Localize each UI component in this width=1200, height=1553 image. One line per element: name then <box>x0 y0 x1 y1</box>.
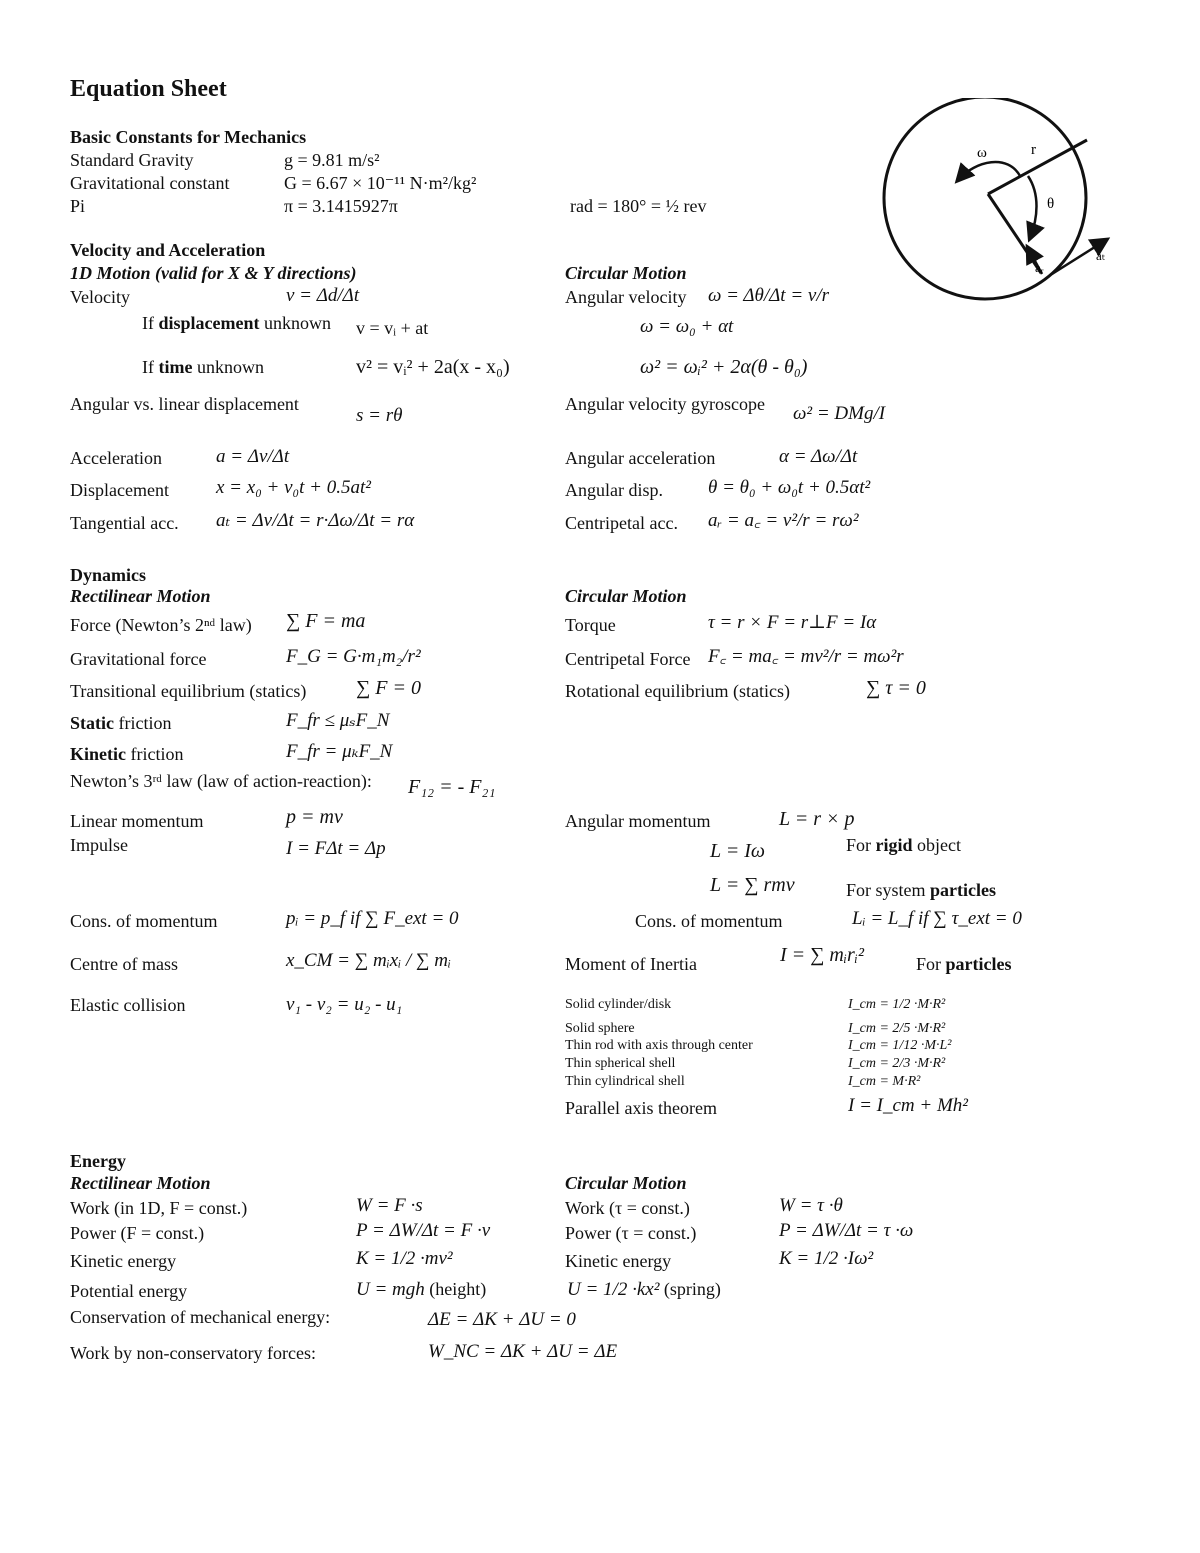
omega-arrow <box>958 162 1020 180</box>
rigid-note: For rigid object <box>846 835 962 855</box>
moment-value: I_cm = 1/2 ·M·R² <box>848 997 946 1012</box>
r-label: r <box>1031 142 1036 158</box>
static-friction-label: Static friction <box>70 713 172 733</box>
transitional-equilibrium-label: Transitional equilibrium (statics) <box>70 681 307 701</box>
linear-momentum-label: Linear momentum <box>70 811 204 831</box>
system-note: For system particles <box>846 880 996 900</box>
inertia-eq: I = ∑ mᵢrᵢ² <box>780 944 864 966</box>
velocity-eq: v = Δd/Δt <box>286 285 360 306</box>
angular-linear-eq: s = rθ <box>356 405 403 426</box>
centripetal-force-label: Centripetal Force <box>565 649 691 669</box>
kinetic-energy-label: Kinetic energy <box>70 1251 177 1271</box>
radius-line <box>988 140 1087 194</box>
centre-of-mass-eq: x_CM = ∑ mᵢxᵢ / ∑ mᵢ <box>286 950 452 971</box>
displacement-label: Displacement <box>70 480 169 500</box>
kinetic-friction-eq: F_fr = μₖF_N <box>286 741 393 762</box>
angular-linear-label: Angular vs. linear displacement <box>70 394 299 414</box>
if-time-eq: v² = vᵢ² + 2a(x - x₀) <box>356 356 510 378</box>
rotational-equilibrium-label: Rotational equilibrium (statics) <box>565 681 790 701</box>
theta-label: θ <box>1047 196 1055 212</box>
tangential-eq: aₜ = Δv/Δt = r·Δω/Δt = rα <box>216 510 415 531</box>
dynamics-heading: Dynamics <box>70 565 146 585</box>
system-momentum-eq: L = ∑ rmv <box>710 874 795 896</box>
elastic-collision-label: Elastic collision <box>70 995 186 1015</box>
potential-energy-label: Potential energy <box>70 1281 188 1301</box>
nonconservative-work-label: Work by non-conservatory forces: <box>70 1343 316 1363</box>
angular-momentum-label: Angular momentum <box>565 811 711 831</box>
pi-label: Pi <box>70 196 86 216</box>
velocity-label: Velocity <box>70 287 130 307</box>
angular-disp-label: Angular disp. <box>565 480 663 500</box>
work-rotational-label: Work (τ = const.) <box>565 1198 690 1218</box>
gyroscope-eq: ω² = DMg/I <box>793 403 886 424</box>
angular-disp-eq: θ = θ₀ + ω₀t + 0.5αt² <box>708 477 871 498</box>
grav-const-value: G = 6.67 × 10⁻¹¹ N·m²/kg² <box>284 173 477 193</box>
tangential-acc-label: aₜ <box>1096 248 1106 263</box>
torque-eq: τ = r × F = r⊥F = Iα <box>708 612 877 633</box>
energy-linear-heading: Rectilinear Motion <box>70 1173 211 1193</box>
gravity-value: g = 9.81 m/s² <box>284 150 380 170</box>
pi-value: π = 3.1415927π <box>284 196 398 216</box>
angular-velocity-eq: ω = Δθ/Δt = v/r <box>708 285 830 306</box>
tangential-label: Tangential acc. <box>70 513 179 533</box>
cons-angular-momentum-eq: Lᵢ = L_f if ∑ τ_ext = 0 <box>852 908 1022 929</box>
work-eq: W = F ·s <box>356 1195 423 1216</box>
angular-velocity-label: Angular velocity <box>565 287 687 307</box>
parallel-axis-eq: I = I_cm + Mh² <box>848 1095 968 1116</box>
dynamics-linear-heading: Rectilinear Motion <box>70 586 211 606</box>
power-eq: P = ΔW/Δt = F ·v <box>356 1220 491 1241</box>
centripetal-acc-label: Centripetal acc. <box>565 513 678 533</box>
centre-of-mass-label: Centre of mass <box>70 954 178 974</box>
rad-value: rad = 180° = ½ rev <box>570 196 707 216</box>
cons-angular-momentum-label: Cons. of momentum <box>635 911 783 931</box>
angular-momentum-eq: L = r × p <box>779 808 855 830</box>
parallel-axis-label: Parallel axis theorem <box>565 1098 717 1118</box>
acceleration-eq: a = Δv/Δt <box>216 446 290 467</box>
newton-third-eq: F₁₂ = - F₂₁ <box>408 776 496 798</box>
kinetic-friction-label: Kinetic friction <box>70 744 184 764</box>
spring-energy-eq: U = 1/2 ·kx² (spring) <box>567 1279 721 1300</box>
moment-label: Thin rod with axis through center <box>565 1038 753 1053</box>
conservation-energy-eq: ΔE = ΔK + ΔU = 0 <box>428 1309 576 1330</box>
circular-motion-diagram <box>880 98 1130 308</box>
omega-squared-eq: ω² = ωᵢ² + 2α(θ - θ₀) <box>640 356 808 378</box>
moment-label: Thin cylindrical shell <box>565 1074 685 1089</box>
page-title: Equation Sheet <box>70 76 227 102</box>
power-label: Power (F = const.) <box>70 1223 205 1243</box>
power-rotational-eq: P = ΔW/Δt = τ ·ω <box>779 1220 914 1241</box>
kinetic-energy-rotational-label: Kinetic energy <box>565 1251 672 1271</box>
static-friction-eq: F_fr ≤ μₛF_N <box>286 710 390 731</box>
linear-momentum-eq: p = mv <box>286 806 343 828</box>
cons-momentum-label: Cons. of momentum <box>70 911 218 931</box>
constants-heading: Basic Constants for Mechanics <box>70 127 307 147</box>
reference-line <box>988 194 1041 273</box>
gravitational-force-eq: F_G = G·m₁m₂/r² <box>286 646 421 667</box>
gravitational-force-label: Gravitational force <box>70 649 207 669</box>
cons-momentum-eq: pᵢ = p_f if ∑ F_ext = 0 <box>286 908 459 929</box>
inertia-note: For particles <box>916 954 1012 974</box>
work-label: Work (in 1D, F = const.) <box>70 1198 248 1218</box>
conservation-energy-label: Conservation of mechanical energy: <box>70 1307 331 1327</box>
circular-motion-heading: Circular Motion <box>565 263 687 283</box>
dynamics-circular-heading: Circular Motion <box>565 586 687 606</box>
gyroscope-label: Angular velocity gyroscope <box>565 394 765 414</box>
moment-value: I_cm = 2/5 ·M·R² <box>848 1021 946 1036</box>
torque-label: Torque <box>565 615 616 635</box>
gravity-label: Standard Gravity <box>70 150 194 170</box>
linear-motion-heading: 1D Motion (valid for X & Y directions) <box>70 263 357 283</box>
displacement-eq: x = x₀ + v₀t + 0.5at² <box>216 477 371 498</box>
impulse-eq: I = FΔt = Δp <box>286 838 386 859</box>
force-eq: ∑ F = ma <box>286 610 366 632</box>
angular-acceleration-label: Angular acceleration <box>565 448 716 468</box>
work-rotational-eq: W = τ ·θ <box>779 1195 843 1216</box>
moment-value: I_cm = 2/3 ·M·R² <box>848 1056 946 1071</box>
force-label: Force (Newton’s 2ⁿᵈ law) <box>70 615 252 635</box>
moment-label: Thin spherical shell <box>565 1056 676 1071</box>
moment-value: I_cm = M·R² <box>848 1074 921 1089</box>
radial-acc-label: aᵣ <box>1035 260 1044 275</box>
rigid-momentum-eq: L = Iω <box>710 840 766 862</box>
impulse-label: Impulse <box>70 835 128 855</box>
acceleration-label: Acceleration <box>70 448 162 468</box>
grav-const-label: Gravitational constant <box>70 173 230 193</box>
nonconservative-work-eq: W_NC = ΔK + ΔU = ΔE <box>428 1341 618 1362</box>
inertia-label: Moment of Inertia <box>565 954 697 974</box>
newton-third-label: Newton’s 3ʳᵈ law (law of action-reaction): <box>70 771 372 791</box>
kinetic-energy-eq: K = 1/2 ·mv² <box>356 1248 453 1269</box>
kinematics-heading: Velocity and Acceleration <box>70 240 266 260</box>
power-rotational-label: Power (τ = const.) <box>565 1223 697 1243</box>
centripetal-acc-eq: aᵣ = a꜀ = v²/r = rω² <box>708 510 859 531</box>
elastic-collision-eq: v₁ - v₂ = u₂ - u₁ <box>286 994 403 1015</box>
motion-circle <box>884 98 1086 299</box>
moment-value: I_cm = 1/12 ·M·L² <box>848 1038 952 1053</box>
kinetic-energy-rotational-eq: K = 1/2 ·Iω² <box>779 1248 874 1269</box>
rotational-equilibrium-eq: ∑ τ = 0 <box>866 677 926 699</box>
omega-eq: ω = ω₀ + αt <box>640 316 734 337</box>
theta-arc <box>1028 176 1037 238</box>
if-displacement-note: If displacement unknown <box>142 313 331 333</box>
energy-circular-heading: Circular Motion <box>565 1173 687 1193</box>
transitional-equilibrium-eq: ∑ F = 0 <box>356 677 421 699</box>
centripetal-force-eq: F꜀ = ma꜀ = mv²/r = mω²r <box>708 646 904 667</box>
angular-acceleration-eq: α = Δω/Δt <box>779 446 858 467</box>
if-displacement-eq: v = vᵢ + at <box>356 318 429 338</box>
moment-label: Solid sphere <box>565 1021 635 1036</box>
energy-heading: Energy <box>70 1151 126 1171</box>
moment-label: Solid cylinder/disk <box>565 997 672 1012</box>
potential-energy-eq: U = mgh (height) <box>356 1279 487 1300</box>
omega-label: ω <box>977 145 987 161</box>
if-time-note: If time unknown <box>142 357 264 377</box>
